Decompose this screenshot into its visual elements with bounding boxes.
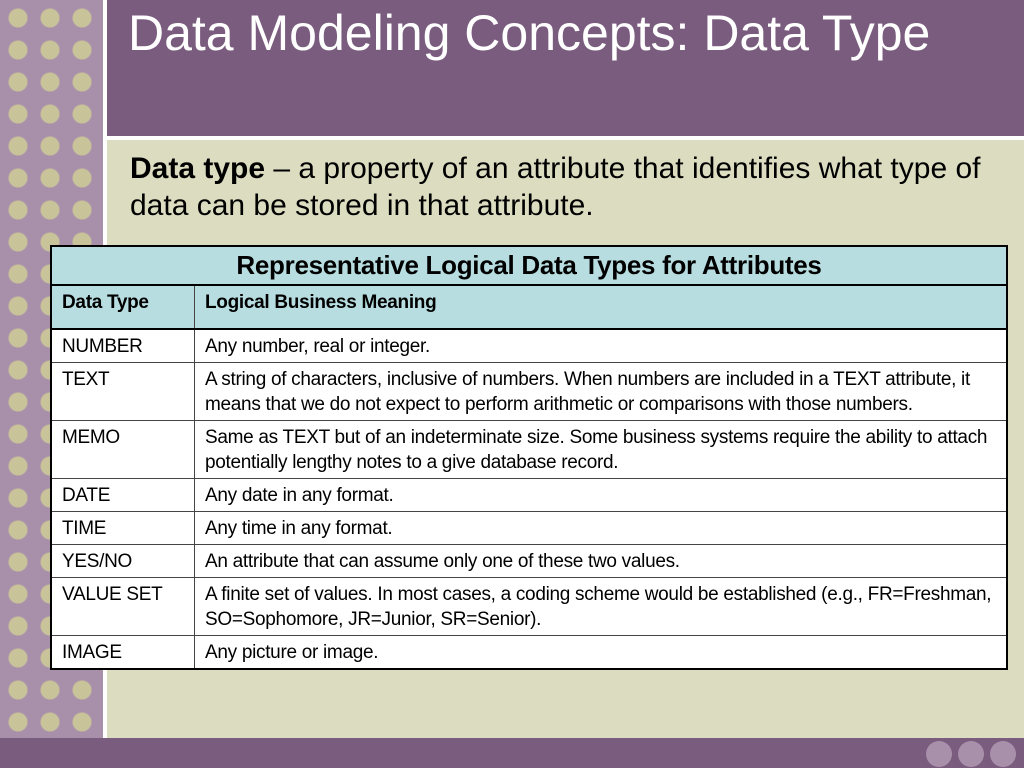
table-row [51, 578, 1007, 636]
table-row [51, 363, 1007, 421]
cell-data-type: TEXT [51, 363, 195, 421]
table-caption: Representative Logical Data Types for Attributes [51, 246, 1007, 285]
decorative-dot [958, 741, 984, 767]
slide-title: Data Modeling Concepts: Data Type [128, 5, 931, 61]
divider-horizontal [103, 136, 1024, 140]
cell-data-type: DATE [51, 479, 195, 512]
cell-meaning: Same as TEXT but of an indeterminate size. Some business systems require the ability to attach potentially lengthy notes to a give database record. [195, 421, 1008, 479]
data-types-table [50, 245, 1008, 670]
column-header-data-type: Data Type [51, 285, 195, 329]
cell-meaning: Any picture or image. [195, 636, 1008, 670]
cell-data-type: MEMO [51, 421, 195, 479]
cell-data-type: IMAGE [51, 636, 195, 670]
table-row [51, 421, 1007, 479]
cell-meaning: A string of characters, inclusive of numbers. When numbers are included in a TEXT attribute, it means that we do not expect to perform arithmetic or comparisons with those numbers. [195, 363, 1008, 421]
cell-data-type: YES/NO [51, 545, 195, 578]
table-row [51, 479, 1007, 512]
footer-bar [0, 738, 1024, 768]
decorative-dot [926, 741, 952, 767]
cell-meaning: A finite set of values. In most cases, a coding scheme would be established (e.g., FR=Freshman, SO=Sophomore, JR=Junior, SR=Senior). [195, 578, 1008, 636]
table-row [51, 329, 1007, 363]
column-header-meaning: Logical Business Meaning [195, 285, 1008, 329]
decorative-dot [990, 741, 1016, 767]
definition-term: Data type [130, 152, 266, 185]
table-row [51, 545, 1007, 578]
footer-dots [926, 741, 1016, 767]
table-row [51, 636, 1007, 670]
definition-text [130, 150, 1010, 224]
cell-data-type: VALUE SET [51, 578, 195, 636]
cell-meaning: Any number, real or integer. [195, 329, 1008, 363]
cell-meaning: Any date in any format. [195, 479, 1008, 512]
cell-meaning: Any time in any format. [195, 512, 1008, 545]
table-row [51, 512, 1007, 545]
cell-data-type: TIME [51, 512, 195, 545]
definition-body: – a property of an attribute that identifies what type of data can be stored in that attribute. [130, 152, 981, 222]
cell-meaning: An attribute that can assume only one of these two values. [195, 545, 1008, 578]
cell-data-type: NUMBER [51, 329, 195, 363]
